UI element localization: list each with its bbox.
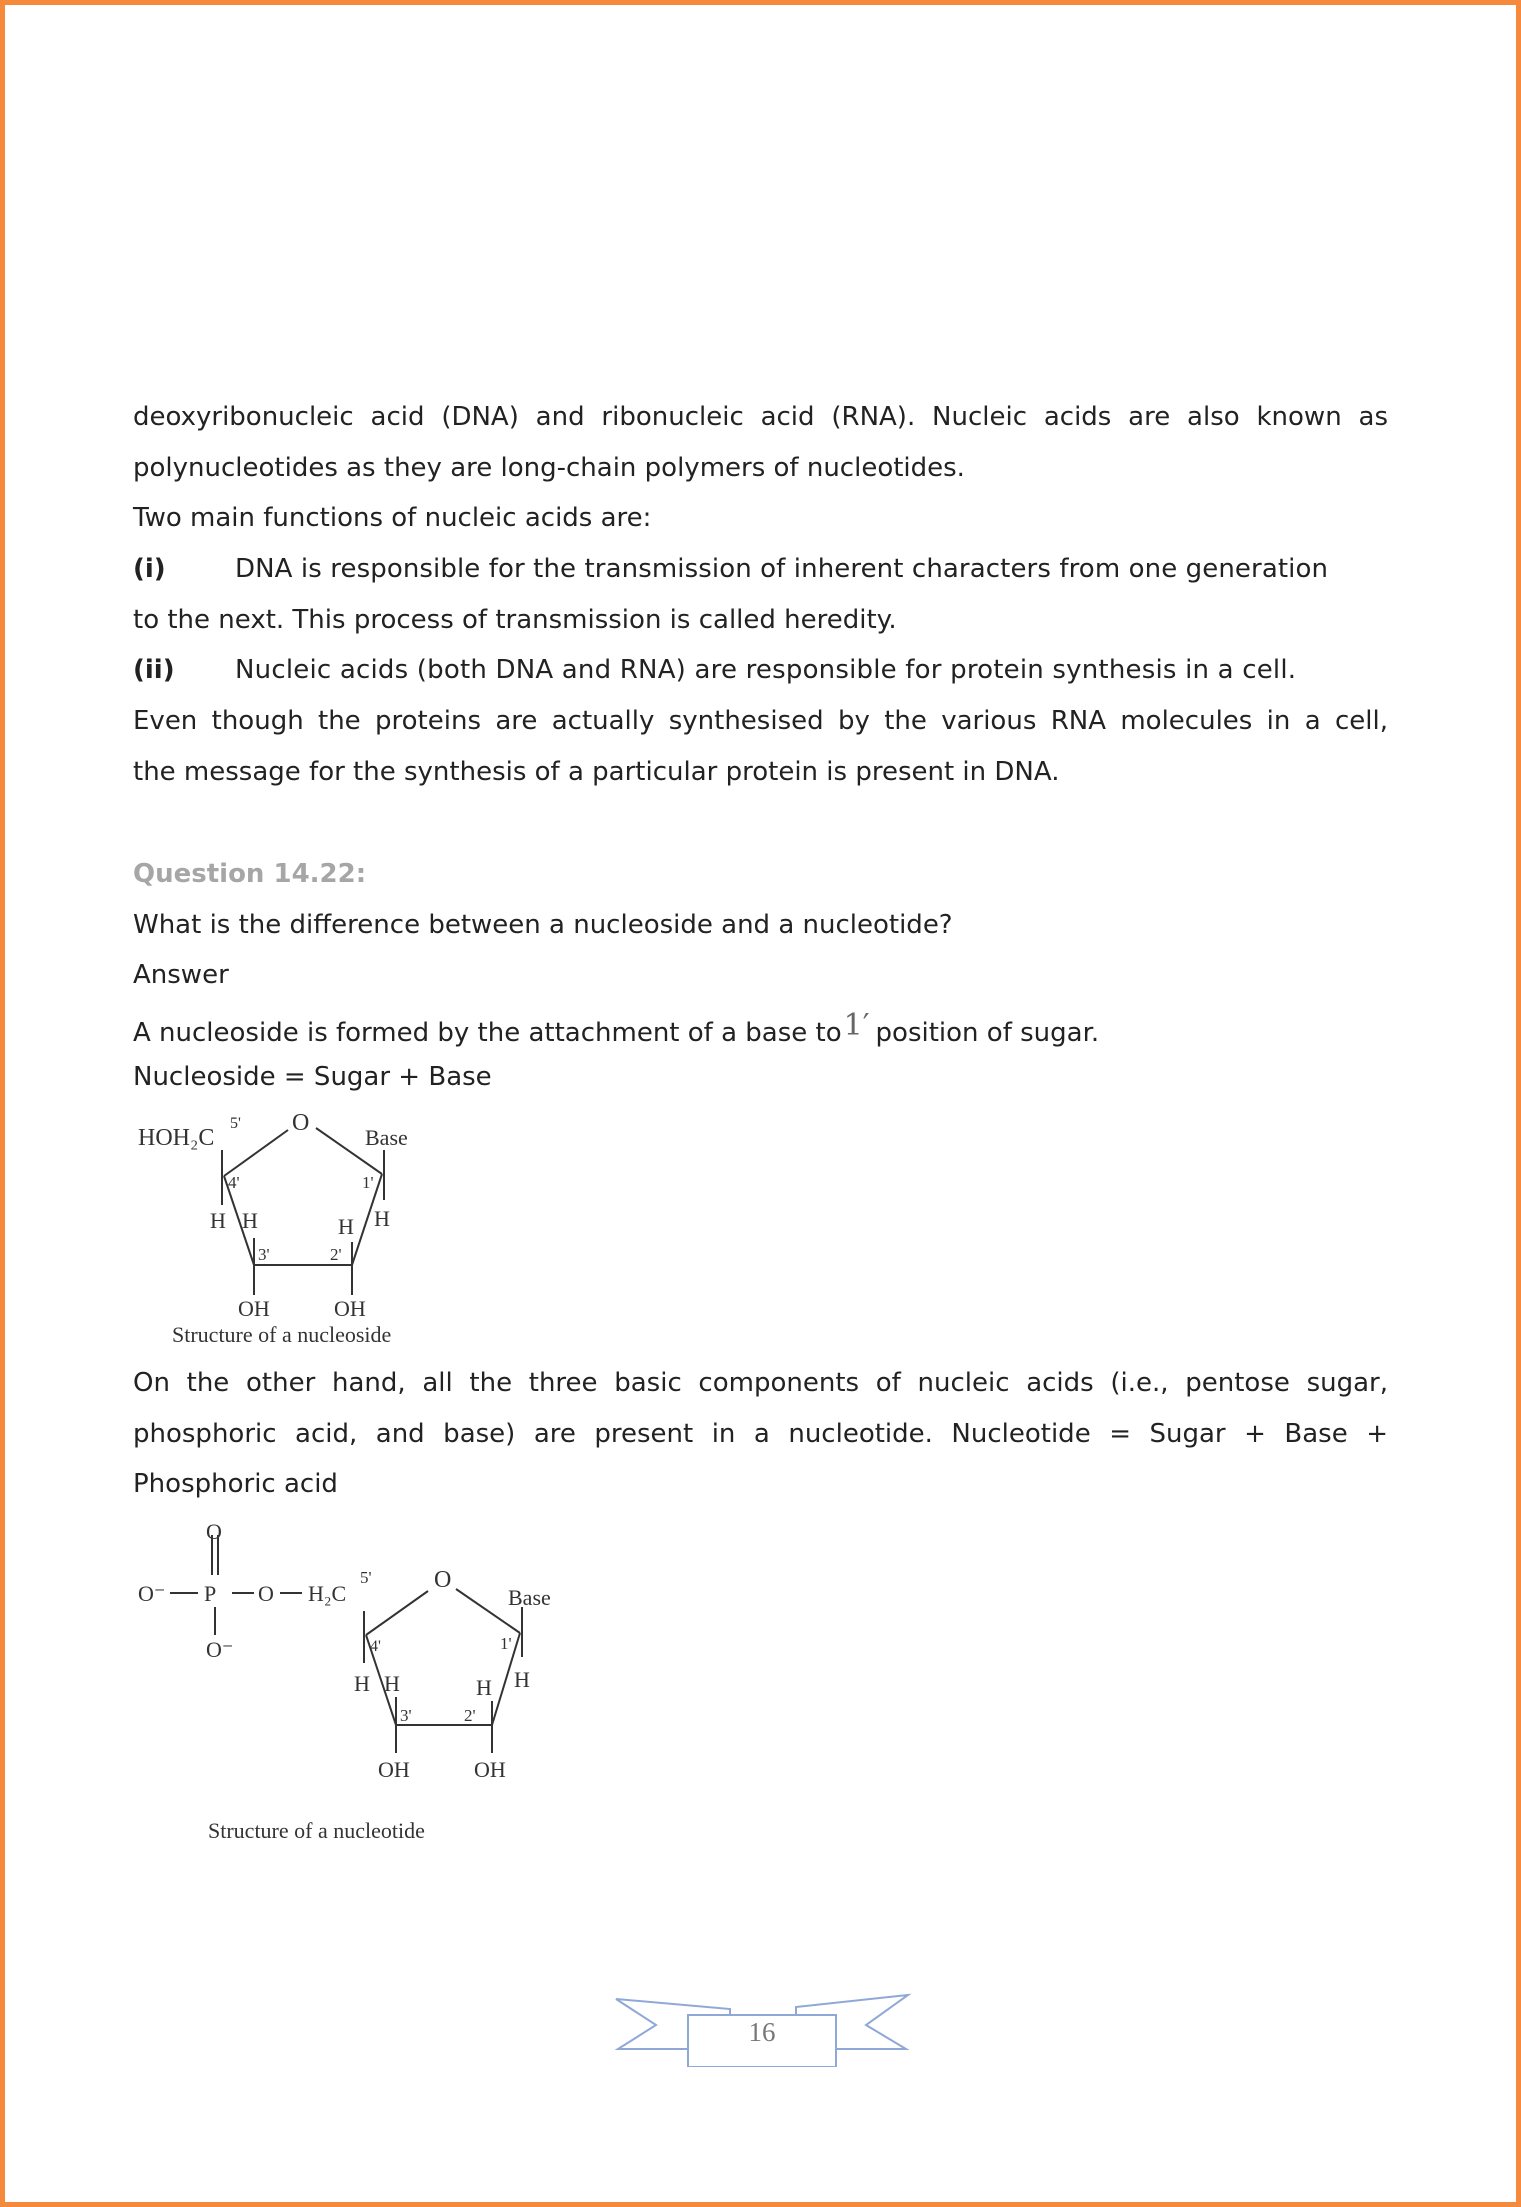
double-bond-oxygen-label: O xyxy=(206,1519,222,1544)
nucleotide-paragraph xyxy=(133,1358,1388,1510)
list-item-1 xyxy=(133,544,1388,595)
h-label: H xyxy=(210,1208,226,1233)
list-number: (ii) xyxy=(133,655,175,686)
h-label: H xyxy=(242,1208,258,1233)
c2-label: 2' xyxy=(464,1706,476,1725)
c5-label: 5' xyxy=(230,1115,241,1132)
list-number: (i) xyxy=(133,554,166,585)
nucleotide-caption: Structure of a nucleotide xyxy=(208,1818,425,1843)
oh-label: OH xyxy=(474,1757,506,1782)
oh-label: OH xyxy=(334,1296,366,1321)
c3-label: 3' xyxy=(400,1706,412,1725)
nucleoside-structure-figure xyxy=(130,1100,450,1360)
paragraph-line: phosphoric acid, and base) are present in a nucleotide. Nucleotide = Sugar + Base + xyxy=(133,1418,1388,1449)
ring-oxygen-label: O xyxy=(292,1110,310,1136)
o-minus-label: O⁻ xyxy=(138,1581,166,1606)
c5-label: 5' xyxy=(360,1568,372,1587)
hoh2c-label: HOH₂C xyxy=(138,1125,215,1151)
answer-text: position of sugar. xyxy=(875,1018,1100,1049)
h-label: H xyxy=(514,1667,530,1692)
nucleotide-structure-figure xyxy=(130,1515,590,1855)
h-label: H xyxy=(354,1671,370,1696)
answer-line xyxy=(133,1001,1388,1052)
paragraph-line: deoxyribonucleic acid (DNA) and ribonucleic acid (RNA). Nucleic acids are also known as xyxy=(133,402,1388,432)
o-minus-label: O⁻ xyxy=(206,1637,234,1662)
c1-label: 1' xyxy=(362,1173,374,1192)
base-label: Base xyxy=(365,1125,408,1150)
answer-text: A nucleoside is formed by the attachment of a base to xyxy=(133,1018,842,1049)
paragraph-line: to the next. This process of transmission is called heredity. xyxy=(133,604,897,635)
question-text: What is the difference between a nucleoside and a nucleotide? xyxy=(133,909,953,940)
body-text xyxy=(133,392,1388,798)
paragraph-line: the message for the synthesis of a particular protein is present in DNA. xyxy=(133,756,1060,787)
nucleoside-formula: Nucleoside = Sugar + Base xyxy=(133,1061,492,1092)
oh-label: OH xyxy=(378,1757,410,1782)
paragraph-line: Two main functions of nucleic acids are: xyxy=(133,503,652,534)
c4-label: 4' xyxy=(370,1638,381,1655)
c3-label: 3' xyxy=(258,1245,270,1264)
base-label: Base xyxy=(508,1585,551,1610)
c4-label: 4' xyxy=(228,1173,240,1192)
nucleoside-caption: Structure of a nucleoside xyxy=(172,1322,392,1347)
bridge-oxygen-label: O xyxy=(258,1581,274,1606)
paragraph-line: Even though the proteins are actually synthesised by the various RNA molecules in a cell, xyxy=(133,706,1388,737)
list-item-2 xyxy=(133,645,1388,696)
phosphorus-label: P xyxy=(204,1581,217,1606)
paragraph-line: On the other hand, all the three basic components of nucleic acids (i.e., pentose sugar, xyxy=(133,1368,1388,1398)
c2-label: 2' xyxy=(330,1245,342,1264)
prime-symbol: 1′ xyxy=(843,1008,870,1044)
oh-label: OH xyxy=(238,1296,270,1321)
paragraph-line: polynucleotides as they are long-chain polymers of nucleotides. xyxy=(133,452,965,483)
h-label: H xyxy=(384,1671,400,1696)
h-label: H xyxy=(338,1214,354,1239)
paragraph-line: Phosphoric acid xyxy=(133,1469,338,1500)
question-section xyxy=(133,849,1388,1102)
h2c-label: H₂C xyxy=(308,1581,347,1606)
c1-label: 1' xyxy=(500,1634,512,1653)
list-text: Nucleic acids (both DNA and RNA) are responsible for protein synthesis in a cell. xyxy=(235,655,1297,686)
list-text: DNA is responsible for the transmission of inherent characters from one generation xyxy=(235,554,1329,585)
h-label: H xyxy=(374,1206,390,1231)
h-label: H xyxy=(476,1675,492,1700)
question-heading: Question 14.22: xyxy=(133,859,367,889)
page-number: 16 xyxy=(748,2017,776,2047)
ring-oxygen-label: O xyxy=(434,1567,452,1593)
answer-label: Answer xyxy=(133,960,229,991)
page-number-ribbon xyxy=(612,1987,912,2067)
